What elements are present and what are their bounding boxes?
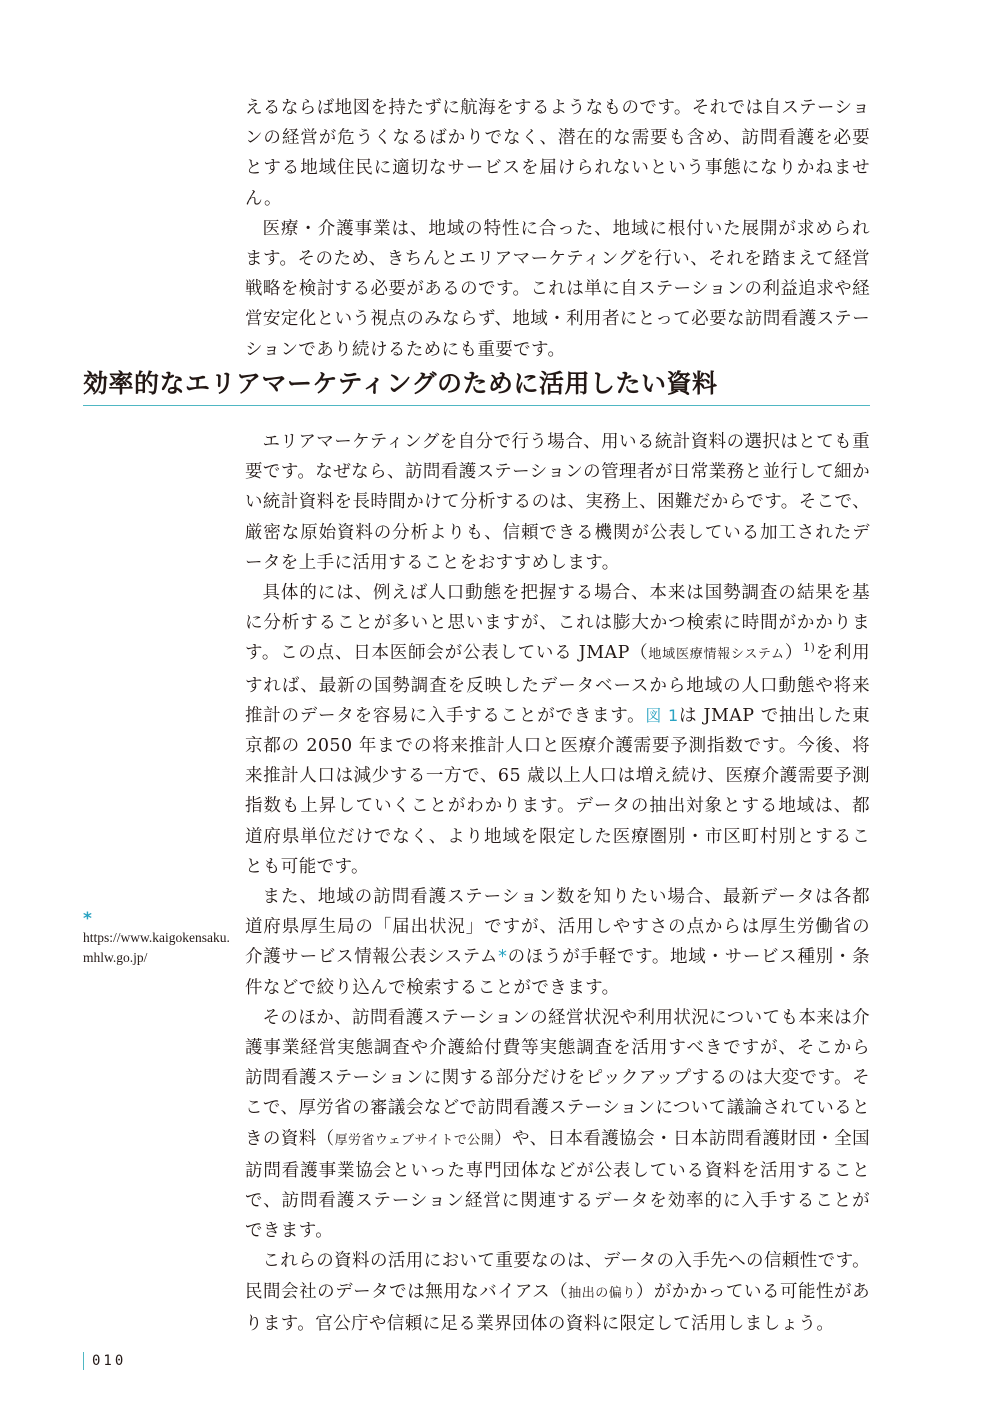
section-heading: 効率的なエリアマーケティングのために活用したい資料 <box>83 366 870 406</box>
text-run: そのほか、訪問看護ステーションの経営状況や利用状況についても本来は介護事業経営実態調査や介護給付費等実態調査を活用すべきですが、そこから訪問看護ステーションに関する部分だけをピックアップするのは大変です。そこで、厚労省の審議会などで訪問看護ステーションについて議論されているときの資料（ <box>245 1007 870 1149</box>
sidenote-url-link[interactable]: https://www.kaigokensaku.mhlw.go.jp/ <box>83 930 230 965</box>
text-run: 具体的には、例えば人口動態を把握する場合、本来は国勢調査の結果を基に分析することが多いと思いますが、これは膨大かつ検索に時間がかかります。この点、日本医師会が公表している JMAP（ <box>245 583 870 664</box>
inline-note: 厚労省ウェブサイトで公開 <box>334 1132 495 1148</box>
text-run: ） <box>784 643 804 664</box>
body-paragraph <box>245 1003 870 1247</box>
body-paragraph <box>245 1246 870 1339</box>
text-run: また、地域の訪問看護ステーション数を知りたい場合、最新データは各都道府県厚生局の「届出状況」ですが、活用しやすさの点からは厚生労働省の介護サービス情報公表システム <box>245 887 870 968</box>
text-run: ）や、日本看護協会・日本訪問看護財団・全国訪問看護事業協会といった専門団体などが公表している資料を活用することで、訪問看護ステーション経営に関連するデータを効率的に入手することができます。 <box>245 1128 870 1242</box>
text-run: のほうが手軽です。地域・サービス種別・条件などで絞り込んで検索することができます。 <box>245 947 870 998</box>
body-paragraph <box>245 882 870 1003</box>
body-paragraph: エリアマーケティングを自分で行う場合、用いる統計資料の選択はとても重要です。なぜなら、訪問看護ステーションの管理者が日常業務と並行して細かい統計資料を長時間かけて分析するのは、実務上、困難だからです。そこで、厳密な原始資料の分析よりも、信頼できる機関が公表している加工されたデータを上手に活用することをおすすめします。 <box>245 432 870 573</box>
inline-note: 抽出の偏り <box>568 1285 636 1301</box>
section-body <box>245 427 870 1339</box>
figure-reference-link[interactable]: 図 1 <box>645 705 679 725</box>
text-run: は JMAP で抽出した東京都の 2050 年までの将来推計人口と医療介護需要予測指数です。今後、将来推計人口は減少する一方で、65 歳以上人口は増え続け、医療介護需要予測指数も上昇していくことがわかります。データの抽出対象とする地域は、都道府県単位だけでなく、より地域を限定した医療圏別・市区町村別とすることも可能です。 <box>245 705 871 877</box>
inline-note: 地域医療情報システム <box>648 647 785 663</box>
text-run: を利用すれば、最新の国勢調査を反映したデータベースから地域の人口動態や将来推計のデータを容易に入手することができます。 <box>245 643 871 726</box>
sidenote-marker: * <box>83 909 92 929</box>
reference-superscript: 1) <box>803 641 816 655</box>
footnote-marker[interactable]: * <box>498 947 508 968</box>
text-run: これらの資料の活用において重要なのは、データの入手先への信頼性です。民間会社のデータでは無用なバイアス（ <box>245 1251 870 1302</box>
intro-text <box>245 93 870 365</box>
text-run: ）がかかっている可能性があります。官公庁や信頼に足る業界団体の資料に限定して活用しましょう。 <box>245 1281 870 1334</box>
page-number: 010 <box>83 1352 126 1370</box>
body-paragraph <box>245 578 870 882</box>
sidenote <box>83 910 233 968</box>
intro-paragraph: えるならば地図を持たずに航海をするようなものです。それでは自ステーションの経営が危うくなるばかりでなく、潜在的な需要も含め、訪問看護を必要とする地域住民に適切なサービスを届けられないという事態になりかねません。 <box>245 98 870 209</box>
intro-paragraph: 医療・介護事業は、地域の特性に合った、地域に根付いた展開が求められます。そのため、きちんとエリアマーケティングを行い、それを踏まえて経営戦略を検討する必要があるのです。これは単に自ステーションの利益追求や経営安定化という視点のみならず、地域・利用者にとって必要な訪問看護ステーションであり続けるためにも重要です。 <box>245 218 870 360</box>
